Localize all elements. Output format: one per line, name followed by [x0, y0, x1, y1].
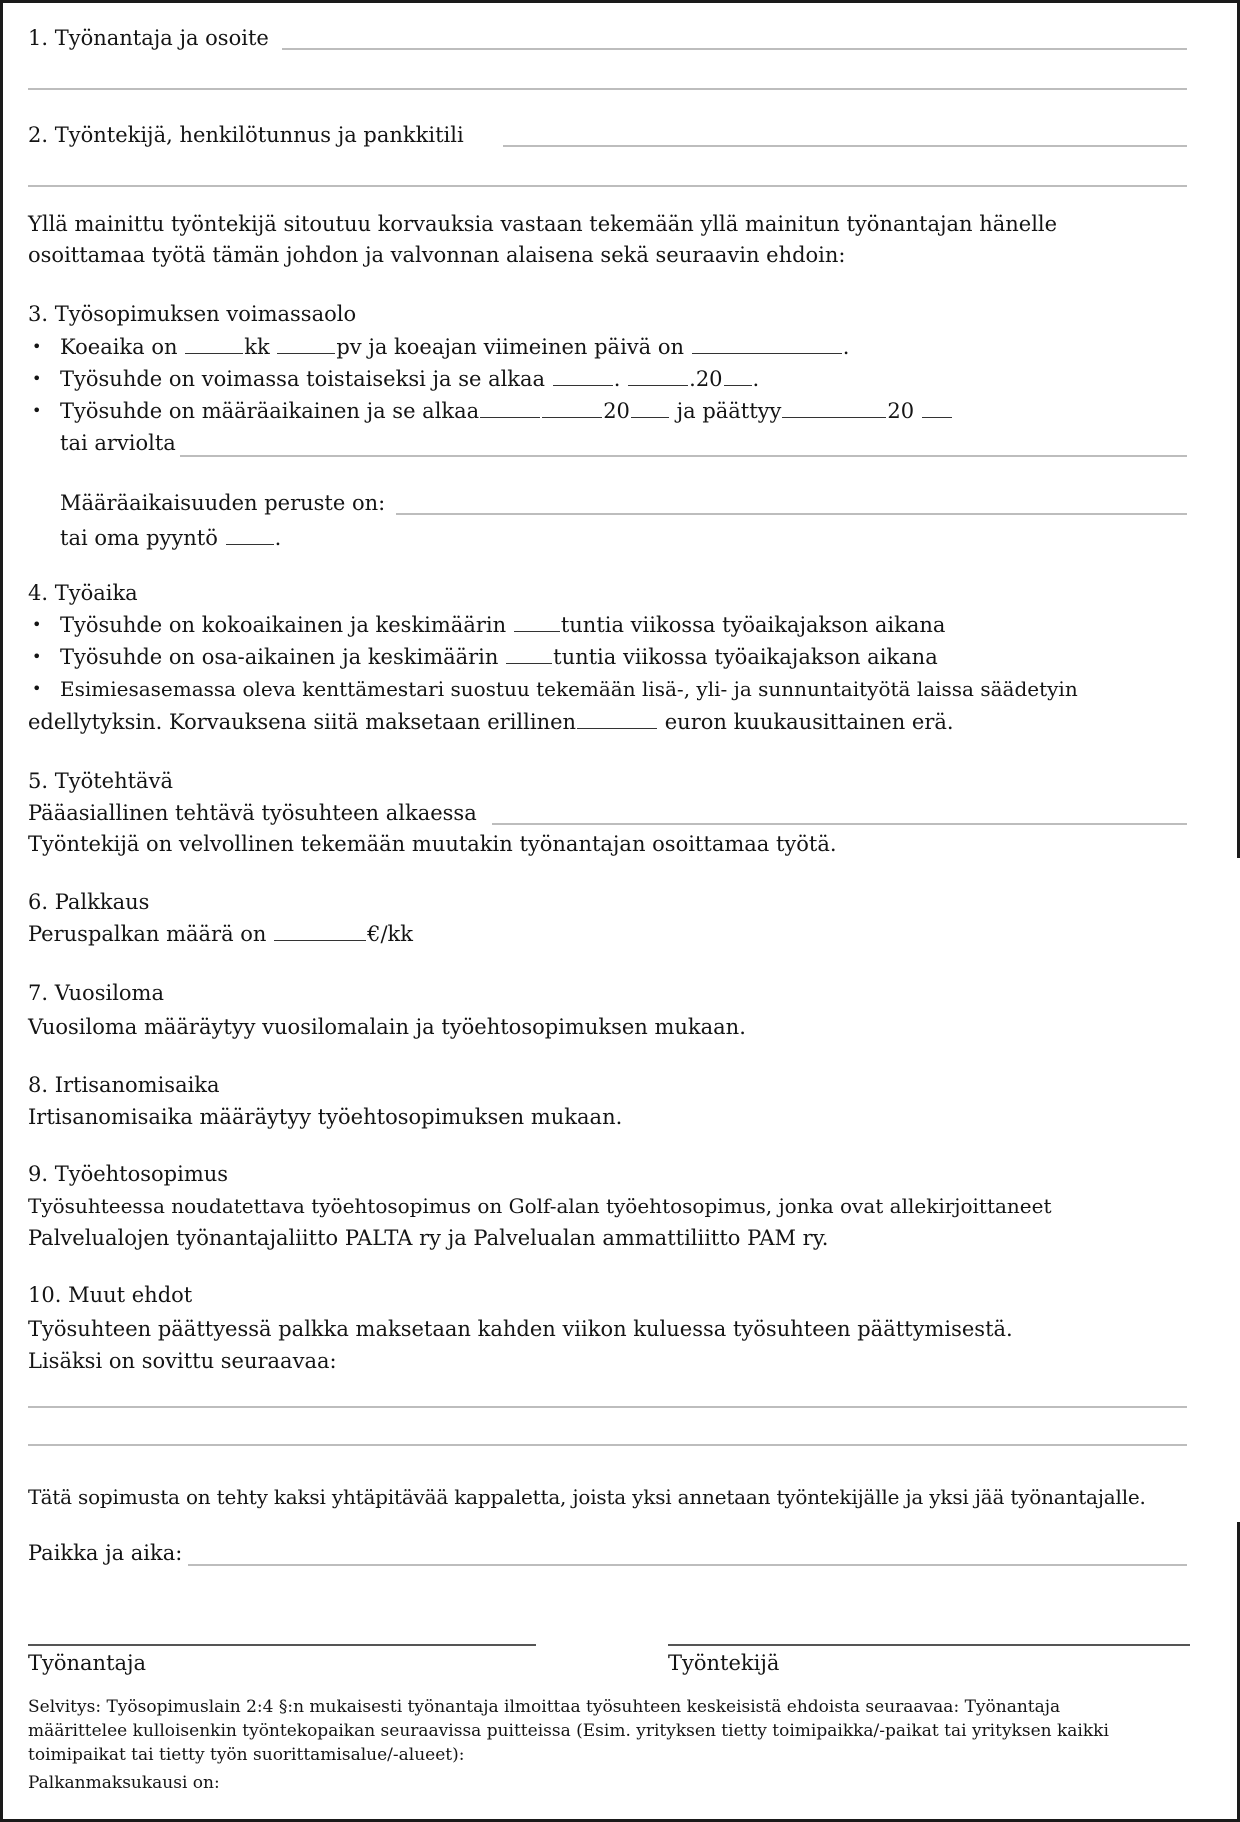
paikka-aika-label: Paikka ja aika: — [28, 1541, 183, 1565]
section-8-heading: 8. Irtisanomisaika — [28, 1073, 220, 1097]
toistaiseksi-month-field[interactable] — [628, 384, 688, 386]
koeaika-kk-field[interactable] — [185, 352, 243, 354]
edellytyksin-amount-field[interactable] — [577, 727, 657, 729]
muut-ehdot-line-1: Työsuhteen päättyessä palkka maksetaan kahden viikon kuluessa työsuhteen päättymisestä. — [28, 1317, 1013, 1341]
toistaiseksi-text-a: Työsuhde on voimassa toistaiseksi ja se alkaa — [60, 367, 546, 391]
maaraaikainen-text-a: Työsuhde on määräaikainen ja se alkaa — [60, 399, 480, 423]
muut-ehdot-line-2: Lisäksi on sovittu seuraavaa: — [28, 1349, 337, 1373]
paikka-aika-field[interactable] — [188, 1564, 1187, 1566]
omapyynto-text-a: tai oma pyyntö — [60, 526, 218, 550]
intro-line-2: osoittamaa työtä tämän johdon ja valvonnan alaisena sekä seuraavin ehdoin: — [28, 243, 846, 267]
section-7-heading: 7. Vuosiloma — [28, 981, 164, 1005]
peruspalkka-line — [28, 921, 413, 947]
koeaika-text-a: Koeaika on — [60, 335, 178, 359]
tes-line-2: Palvelualojen työnantajaliitto PALTA ry ja Palvelualan ammattiliitto PAM ry. — [28, 1226, 829, 1250]
employee-info-field-2[interactable] — [28, 185, 1187, 187]
page-border-left — [0, 0, 3, 1822]
toistaiseksi-text-d: . — [752, 367, 760, 391]
bullet-icon: • — [32, 401, 42, 420]
maaraaikainen-start-day-field[interactable] — [480, 416, 540, 418]
muut-ehdot-field-1[interactable] — [28, 1406, 1187, 1408]
velvollinen-text: Työntekijä on velvollinen tekemään muutakin työnantajan osoittamaa työtä. — [28, 832, 837, 856]
peruspalkka-text-a: Peruspalkan määrä on — [28, 922, 267, 946]
section-10-heading: 10. Muut ehdot — [28, 1283, 193, 1307]
intro-line-1: Yllä mainittu työntekijä sitoutuu korvauksia vastaan tekemään yllä mainitun työnantajan hänelle — [28, 212, 1058, 236]
koeaika-enddate-field[interactable] — [692, 352, 842, 354]
kokoaikainen-text-a: Työsuhde on kokoaikainen ja keskimäärin — [60, 613, 507, 637]
toistaiseksi-line — [60, 366, 759, 392]
arviolta-field[interactable] — [180, 455, 1187, 457]
page-border-top — [0, 0, 1240, 3]
peruste-field[interactable] — [396, 513, 1187, 515]
maaraaikainen-end-field[interactable] — [782, 416, 886, 418]
employer-address-field[interactable] — [282, 48, 1187, 50]
bullet-icon: • — [32, 647, 42, 666]
edellytyksin-text-a: edellytyksin. Korvauksena siitä maksetaan erillinen — [28, 710, 577, 734]
tes-line-1: Työsuhteessa noudatettava työehtosopimus on Golf-alan työehtosopimus, jonka ovat allekirjoittaneet — [28, 1194, 1052, 1218]
section-4-heading: 4. Työaika — [28, 581, 138, 605]
maaraaikainen-end-year-field[interactable] — [922, 416, 952, 418]
paatehtava-field[interactable] — [492, 823, 1187, 825]
toistaiseksi-year-field[interactable] — [724, 384, 752, 386]
maaraaikainen-start-month-field[interactable] — [542, 416, 602, 418]
selvitys-line-1: Selvitys: Työsopimuslain 2:4 §:n mukaisesti työnantaja ilmoittaa työsuhteen keskeisistä ehdoista seuraavaa: Työnantaja — [28, 1697, 1061, 1717]
osaaikainen-text-b: tuntia viikossa työaikajakson aikana — [553, 645, 938, 669]
bullet-icon: • — [32, 369, 42, 388]
osaaikainen-hours-field[interactable] — [506, 662, 552, 664]
bullet-icon: • — [32, 679, 42, 698]
omapyynto-field[interactable] — [226, 543, 274, 545]
toistaiseksi-text-b: . — [613, 367, 621, 391]
maaraaikainen-text-b: 20 — [603, 399, 630, 423]
employee-signature-label: Työntekijä — [668, 1651, 780, 1675]
section-6-heading: 6. Palkkaus — [28, 890, 150, 914]
toistaiseksi-text-c: .20 — [689, 367, 723, 391]
employer-signature-label: Työnantaja — [28, 1651, 147, 1675]
omapyynto-line — [60, 525, 281, 551]
edellytyksin-text-b: euron kuukausittainen erä. — [664, 710, 954, 734]
paatehtava-label: Pääasiallinen tehtävä työsuhteen alkaessa — [28, 801, 477, 825]
bullet-icon: • — [32, 337, 42, 356]
section-3-heading: 3. Työsopimuksen voimassaolo — [28, 302, 357, 326]
esimies-line: Esimiesasemassa oleva kenttämestari suostuu tekemään lisä-, yli- ja sunnuntaityötä laissa säädetyin — [60, 677, 1078, 701]
irtisanomisaika-text: Irtisanomisaika määräytyy työehtosopimuksen mukaan. — [28, 1105, 623, 1129]
koeaika-text-d: . — [842, 335, 850, 359]
peruspalkka-field[interactable] — [274, 939, 366, 941]
employer-address-field-2[interactable] — [28, 88, 1187, 90]
employee-signature-line[interactable] — [668, 1644, 1190, 1646]
employee-info-field[interactable] — [503, 145, 1187, 147]
osaaikainen-line — [60, 644, 938, 670]
muut-ehdot-field-2[interactable] — [28, 1444, 1187, 1446]
toistaiseksi-day-field[interactable] — [553, 384, 613, 386]
closing-text: Tätä sopimusta on tehty kaksi yhtäpitävää kappaletta, joista yksi annetaan työntekijälle ja yksi jää työnantajalle. — [28, 1485, 1146, 1509]
koeaika-text-b: kk — [244, 335, 270, 359]
maaraaikainen-text-d: 20 — [887, 399, 915, 423]
koeaika-line — [60, 334, 849, 360]
employee-info-label: 2. Työntekijä, henkilötunnus ja pankkitili — [28, 123, 464, 147]
maaraaikainen-start-year-field[interactable] — [631, 416, 669, 418]
omapyynto-text-b: . — [274, 526, 282, 550]
selvitys-line-3: toimipaikat tai tietty työn suorittamisalue/-alueet): — [28, 1745, 465, 1765]
section-9-heading: 9. Työehtosopimus — [28, 1162, 229, 1186]
maaraaikainen-line — [60, 398, 953, 424]
peruste-label: Määräaikaisuuden peruste on: — [60, 491, 386, 515]
kokoaikainen-hours-field[interactable] — [514, 630, 560, 632]
koeaika-text-c: pv ja koeajan viimeinen päivä on — [336, 335, 685, 359]
kokoaikainen-line — [60, 612, 945, 638]
peruspalkka-text-b: €/kk — [367, 922, 414, 946]
employer-address-label: 1. Työnantaja ja osoite — [28, 26, 269, 50]
vuosiloma-text: Vuosiloma määräytyy vuosilomalain ja työehtosopimuksen mukaan. — [28, 1015, 746, 1039]
selvitys-line-4: Palkanmaksukausi on: — [28, 1773, 220, 1793]
section-5-heading: 5. Työtehtävä — [28, 769, 173, 793]
maaraaikainen-text-c: ja päättyy — [676, 399, 782, 423]
edellytyksin-line — [28, 709, 954, 735]
arviolta-label: tai arviolta — [60, 431, 176, 455]
osaaikainen-text-a: Työsuhde on osa-aikainen ja keskimäärin — [60, 645, 499, 669]
koeaika-pv-field[interactable] — [277, 352, 335, 354]
bullet-icon: • — [32, 615, 42, 634]
selvitys-line-2: määrittelee kulloisenkin työntekopaikan seuraavissa puitteissa (Esim. yrityksen tietty toimipaikka/-paikat tai yrityksen kaikki — [28, 1721, 1109, 1741]
kokoaikainen-text-b: tuntia viikossa työaikajakson aikana — [560, 613, 946, 637]
employer-signature-line[interactable] — [28, 1644, 536, 1646]
